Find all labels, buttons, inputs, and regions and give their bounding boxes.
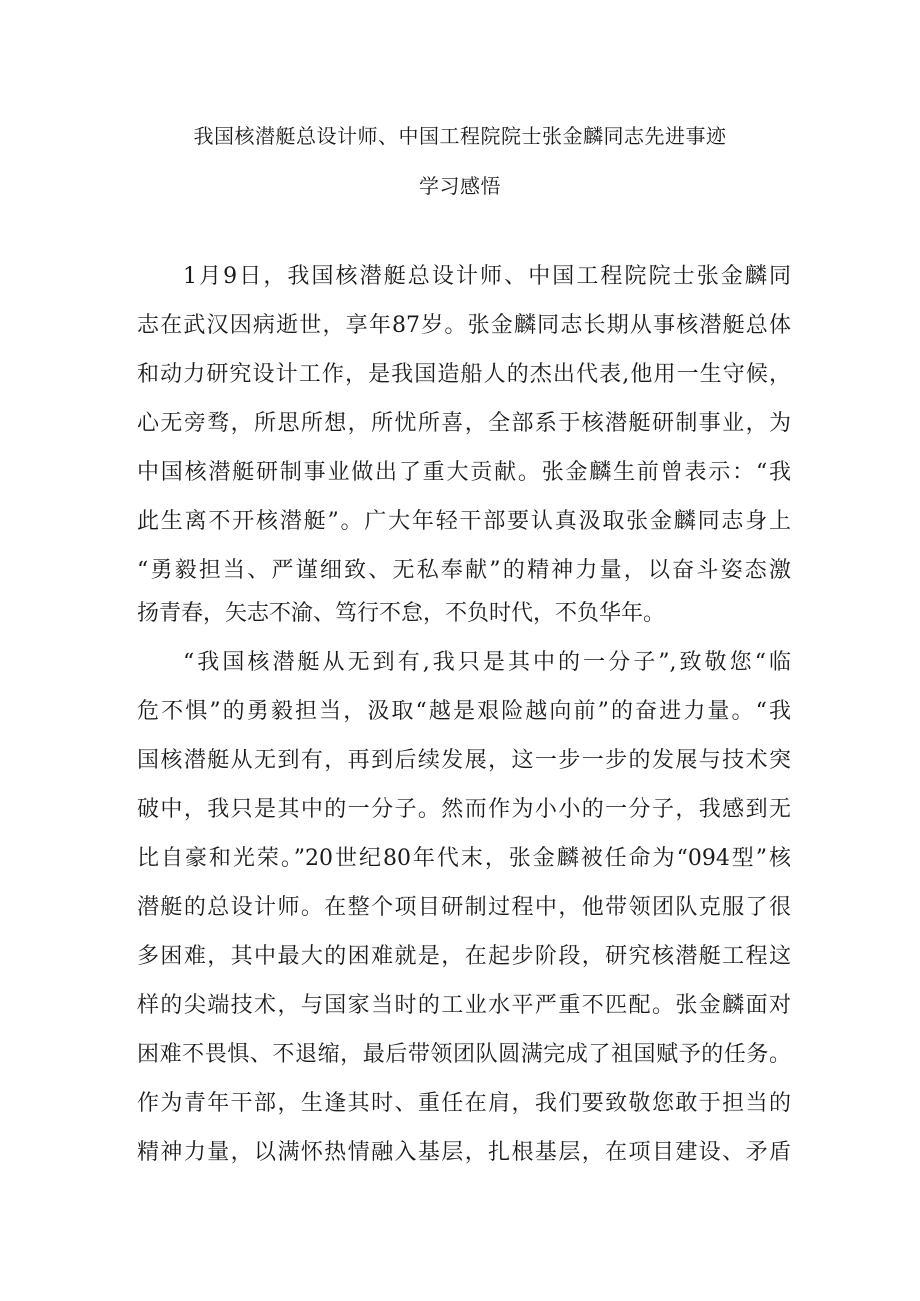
paragraph-2-line: 精神力量，以满怀热情融入基层，扎根基层，在项目建设、矛盾 [137,1140,791,1165]
paragraph-1-line: 扬青春，矢志不渝、笃行不怠，不负时代，不负华年。 [137,601,666,626]
paragraph-1-line: 志在武汉因病逝世，享年87岁。张金麟同志长期从事核潜艇总体 [137,313,791,338]
paragraph-2-line: 困难不畏惧、不退缩，最后带领团队圆满完成了祖国赋予的任务。 [137,1042,791,1067]
paragraph-2-line: 危不惧”的勇毅担当，汲取“越是艰险越向前”的奋进力量。“我 [137,699,791,724]
paragraph-1-line: 和动力研究设计工作，是我国造船人的杰出代表,他用一生守候， [137,362,791,387]
paragraph-2-line: 作为青年干部，生逢其时、重任在肩，我们要致敬您敢于担当的 [137,1091,791,1116]
paragraph-1-line: 1月9日，我国核潜艇总设计师、中国工程院院士张金麟同 [183,264,791,289]
paragraph-2-line: 国核潜艇从无到有，再到后续发展，这一步一步的发展与技术突 [137,748,791,773]
paragraph-2-line: 破中，我只是其中的一分子。然而作为小小的一分子，我感到无 [137,797,791,822]
paragraph-2-line: “我国核潜艇从无到有,我只是其中的一分子”,致敬您“临 [183,650,791,675]
paragraph-2-line: 潜艇的总设计师。在整个项目研制过程中，他带领团队克服了很 [137,895,791,920]
paragraph-1-line: 此生离不开核潜艇”。广大年轻干部要认真汲取张金麟同志身上 [137,509,791,534]
paragraph-1-line: “勇毅担当、严谨细致、无私奉献”的精神力量，以奋斗姿态激 [137,558,791,583]
paragraph-1-line: 心无旁骛，所思所想，所忧所喜，全部系于核潜艇研制事业，为 [137,411,791,436]
document-title: 我国核潜艇总设计师、中国工程院院士张金麟同志先进事迹 [193,124,727,148]
paragraph-2-line: 比自豪和光荣。”20世纪80年代末，张金麟被任命为“094型”核 [137,846,791,871]
document-subtitle: 学习感悟 [419,174,501,198]
paragraph-1-line: 中国核潜艇研制事业做出了重大贡献。张金麟生前曾表示：“我 [137,460,791,485]
paragraph-2-line: 多困难，其中最大的困难就是，在起步阶段，研究核潜艇工程这 [137,944,791,969]
paragraph-2-line: 样的尖端技术，与国家当时的工业水平严重不匹配。张金麟面对 [137,993,791,1018]
